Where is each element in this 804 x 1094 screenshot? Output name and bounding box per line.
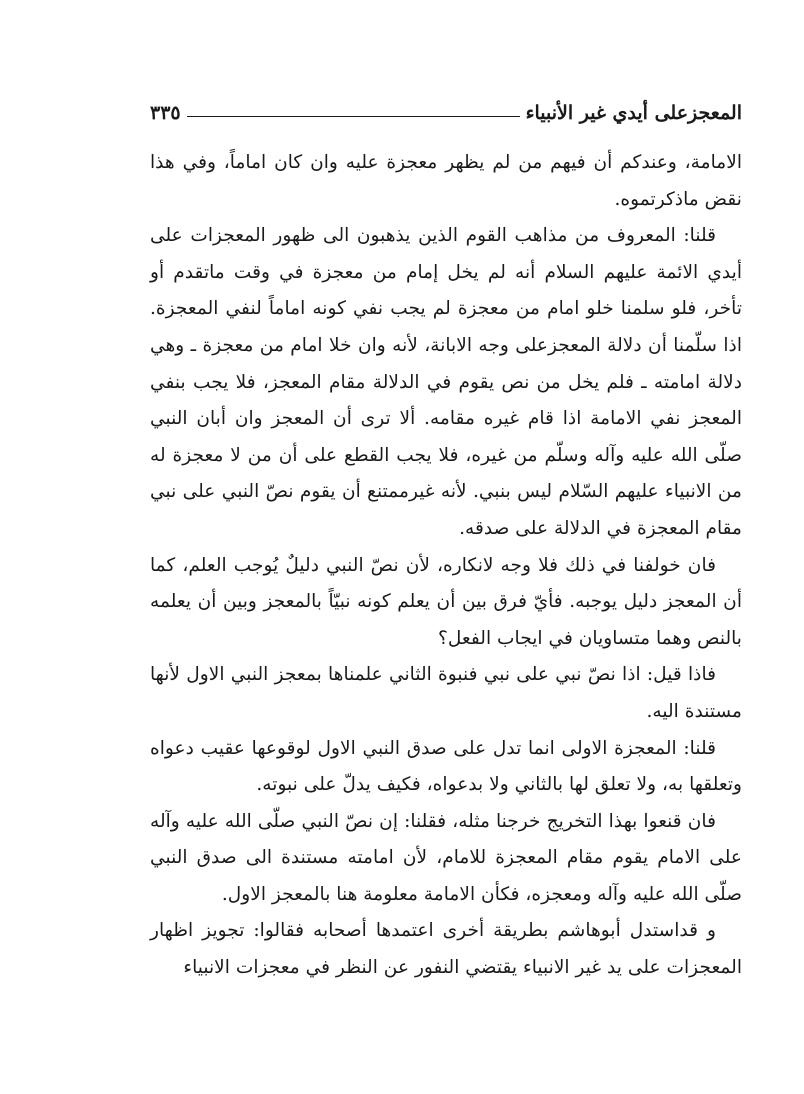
paragraph: فان قنعوا بهذا التخريج خرجنا مثله، فقلنا: إن نصّ النبي صلّى الله عليه وآله على الامام يقوم مقام المعجزة للامام، لأن امامته مستندة الى صدق النبي صلّى الله عليه وآله ومعجزه، فكأن الامامة معلومة هنا بالمعجز الاول. bbox=[150, 810, 742, 905]
paragraph: فاذا قيل: اذا نصّ نبي على نبي فنبوة الثاني علمناها بمعجز النبي الاول لأنها مستندة اليه. bbox=[150, 664, 742, 722]
running-header bbox=[150, 95, 742, 131]
page-number: ٣٣٥ bbox=[150, 102, 181, 124]
paragraph: فان خولفنا في ذلك فلا وجه لانكاره، لأن نصّ النبي دليلٌ يُوجب العلم، كما أن المعجز دليل يوجبه. فأيّ فرق بين أن يعلم كونه نبيّاً بالمعجز وبين أن يعلمه بالنص وهما متساويان في ايجاب الفعل؟ bbox=[150, 554, 742, 649]
paragraph: و قداستدل أبوهاشم بطريقة أخرى اعتمدها أصحابه فقالوا: تجويز اظهار المعجزات على يد غير الانبياء يقتضي النفور عن النظر في معجزات الانبياء bbox=[150, 920, 742, 979]
body-text bbox=[150, 145, 742, 987]
paragraph: الامامة، وعندكم أن فيهم من لم يظهر معجزة عليه وان كان اماماً، وفي هذا نقض ماذكرتموه. bbox=[150, 152, 742, 210]
running-title: المعجزعلى أيدي غير الأنبياء bbox=[525, 102, 742, 124]
document-page bbox=[150, 95, 742, 1045]
paragraph: قلنا: المعجزة الاولى انما تدل على صدق النبي الاول لوقوعها عقيب دعواه وتعلقها به، ولا تعلق لها بالثاني ولا بدعواه، فكيف يدلّ على نبوته. bbox=[150, 737, 742, 796]
paragraph: قلنا: المعروف من مذاهب القوم الذين يذهبون الى ظهور المعجزات على أيدي الائمة عليهم السلام أنه لم يخل إمام من معجزة في وقت ماتقدم أو تأخر، فلو سلمنا خلو امام من معجزة لم يجب نفي كونه اماماً لنفي المعجزة. اذا سلّمنا أن دلالة المعجزعلى وجه الابانة، لأنه وان خلا امام من معجزة ـ وهي دلالة امامته ـ فلم يخل من نص يقوم في الدلالة مقام المعجز، فلا يجب بنفي المعجز نفي الامامة اذا قام غيره مقامه. ألا ترى أن المعجز وان أبان النبي صلّى الله عليه وآله وسلّم من غيره، فلا يجب القطع على أن من لا معجزة له من الانبياء عليهم السّلام ليس بنبي. لأنه غيرممتنع أن يقوم نصّ النبي على نبي مقام المعجزة في الدلالة على صدقه. bbox=[150, 225, 742, 539]
header-rule bbox=[187, 116, 520, 117]
